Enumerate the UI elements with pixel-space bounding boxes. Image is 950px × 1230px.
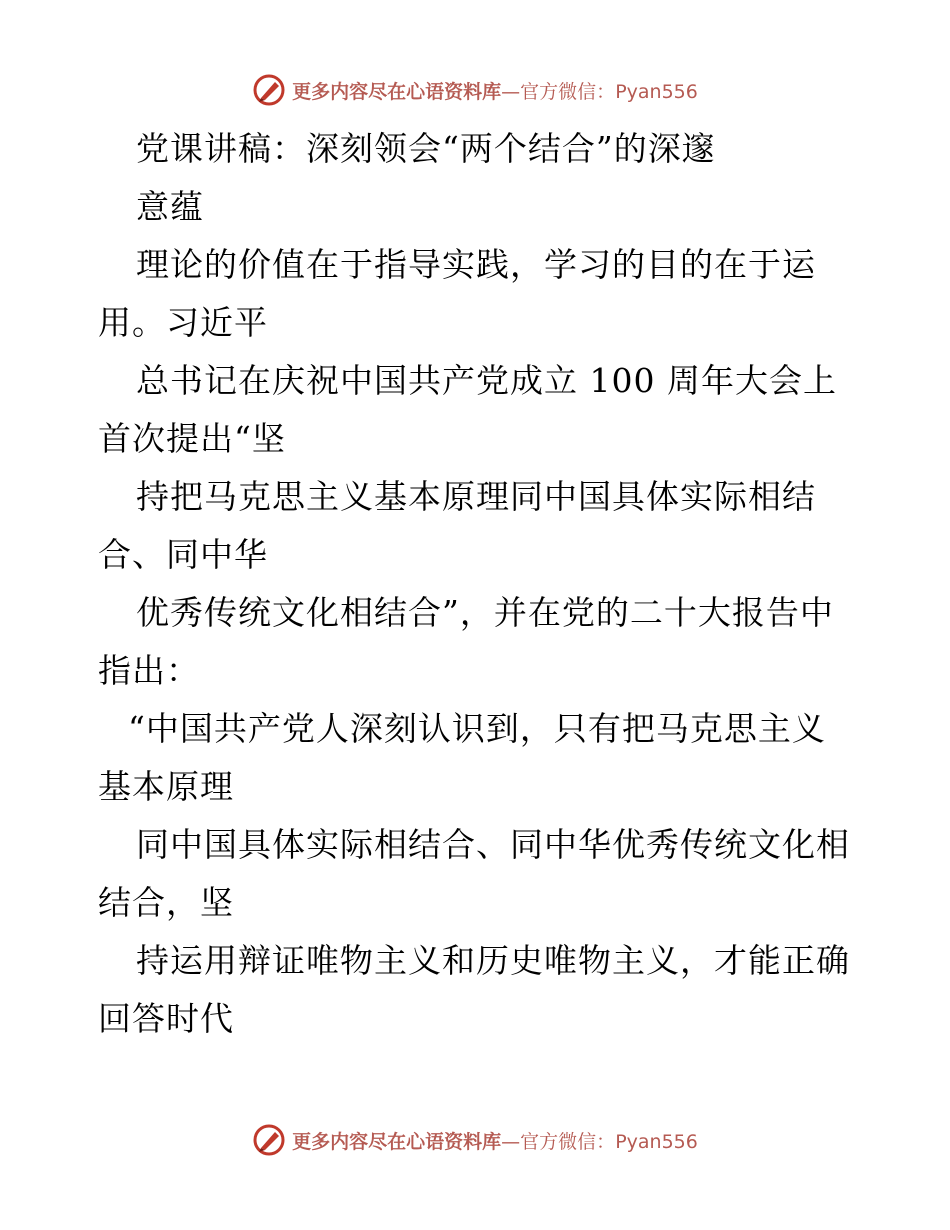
- watermark-main-text: 更多内容尽在心语资料库: [292, 1130, 502, 1153]
- watermark-wechat-id: Pyan556: [615, 1130, 698, 1153]
- paragraph-line: 首次提出“坚: [98, 419, 286, 458]
- watermark-wechat-id: Pyan556: [615, 80, 698, 103]
- paragraph-line: 基本原理: [98, 767, 234, 806]
- pen-logo-icon: [252, 73, 286, 107]
- paragraph-line: 结合，坚: [98, 883, 234, 922]
- watermark-main-text: 更多内容尽在心语资料库: [292, 80, 502, 103]
- watermark-footer: [0, 1120, 950, 1160]
- paragraph-line: “中国共产党人深刻认识到，只有把马克思主义: [128, 709, 826, 748]
- paragraph-line: 理论的价值在于指导实践，学习的目的在于运: [136, 245, 816, 284]
- watermark-dash: —: [501, 80, 521, 103]
- document-title-line-2: 意蕴: [136, 187, 204, 226]
- document-body: [98, 120, 858, 1048]
- document-title-line-1: 党课讲稿：深刻领会“两个结合”的深邃: [136, 129, 716, 168]
- paragraph-line: 持把马克思主义基本原理同中国具体实际相结: [136, 477, 816, 516]
- watermark-dash: —: [501, 1130, 521, 1153]
- paragraph-line: 同中国具体实际相结合、同中华优秀传统文化相: [136, 825, 850, 864]
- paragraph-line: 持运用辩证唯物主义和历史唯物主义，才能正确: [136, 941, 850, 980]
- watermark-header: [0, 70, 950, 110]
- paragraph-line: 指出：: [98, 651, 200, 690]
- watermark-wechat-label: 官方微信：: [520, 1130, 616, 1153]
- watermark-wechat-label: 官方微信：: [520, 80, 616, 103]
- paragraph-line: 优秀传统文化相结合”，并在党的二十大报告中: [136, 593, 834, 632]
- paragraph-line: 用。习近平: [98, 303, 268, 342]
- paragraph-line: 总书记在庆祝中国共产党成立 100 周年大会上: [136, 361, 837, 400]
- paragraph-line: 合、同中华: [98, 535, 268, 574]
- pen-logo-icon: [252, 1123, 286, 1157]
- paragraph-line: 回答时代: [98, 999, 234, 1038]
